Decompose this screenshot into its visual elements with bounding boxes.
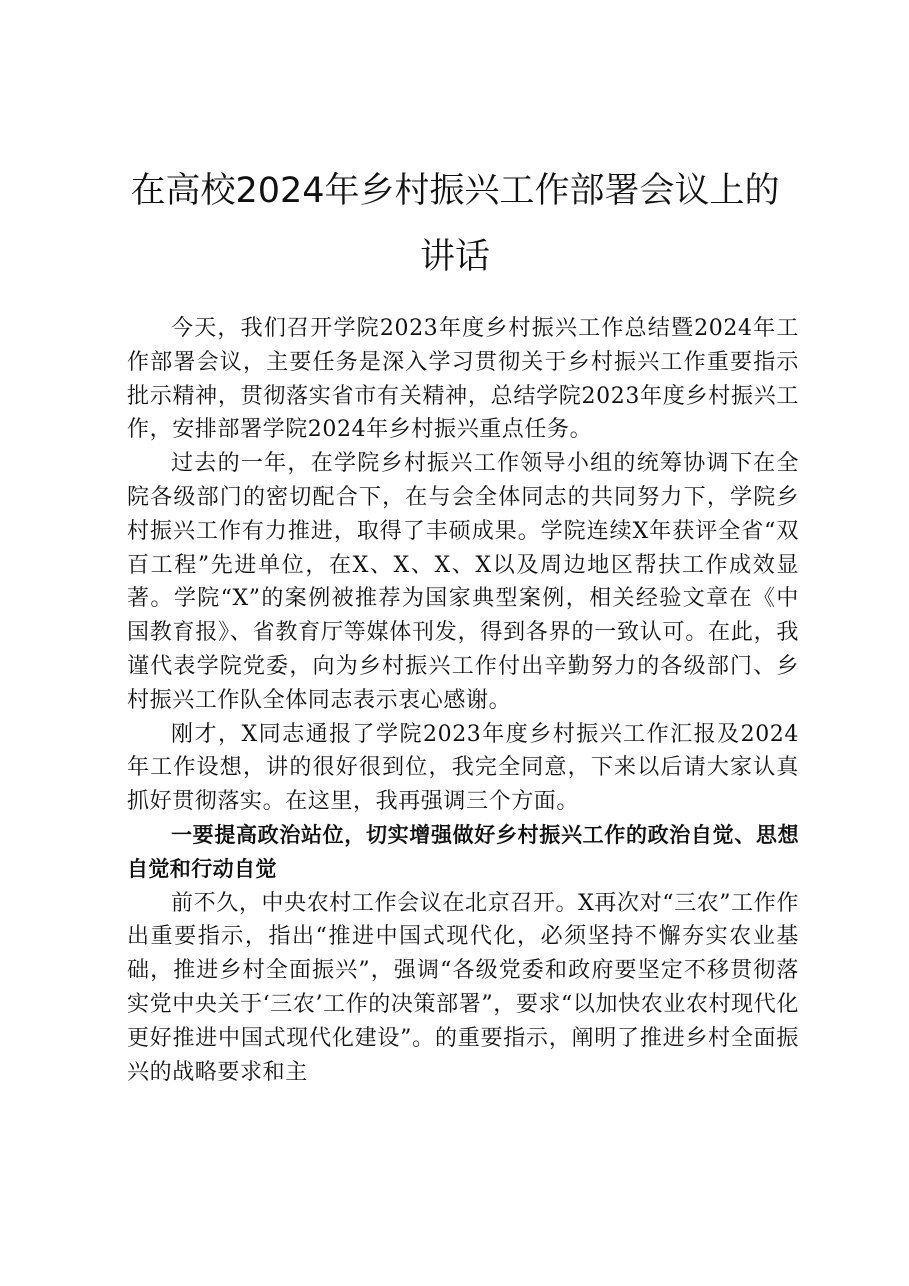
paragraph-opening: 今天，我们召开学院2023年度乡村振兴工作总结暨2024年工作部署会议，主要任务是深入学习贯彻关于乡村振兴工作重要指示批示精神，贯彻落实省市有关精神，总结学院2023年度乡村振兴工作，安排部署学院2024年乡村振兴重点任务。 bbox=[127, 316, 799, 443]
paragraph-central-conference: 前不久，中央农村工作会议在北京召开。X再次对“三农”工作作出重要指示，指出“推进中国式现代化，必须坚持不懈夯实农业基础，推进乡村全面振兴”，强调“各级党委和政府要坚定不移贯彻落实党中央关于‘三农’工作的决策部署”，要求“以加快农业农村现代化更好推进中国式现代化建设”。的重要指示，阐明了推进乡村全面振兴的战略要求和主 bbox=[127, 890, 799, 1085]
document-title: 在高校2024年乡村振兴工作部署会议上的讲话 bbox=[130, 171, 780, 277]
document-body bbox=[127, 312, 799, 1089]
paragraph-transition: 刚才，X同志通报了学院2023年度乡村振兴工作汇报及2024年工作设想，讲的很好很到位，我完全同意，下来以后请大家认真抓好贯彻落实。在这里，我再强调三个方面。 bbox=[127, 721, 799, 815]
paragraph-achievements: 过去的一年，在学院乡村振兴工作领导小组的统筹协调下在全院各级部门的密切配合下，在与会全体同志的共同努力下，学院乡村振兴工作有力推进，取得了丰硕成果。学院连续X年获评全省“双百工程”先进单位，在X、X、X、X以及周边地区帮扶工作成效显著。学院“X”的案例被推荐为国家典型案例，相关经验文章在《中国教育报》、省教育厅等媒体刊发，得到各界的一致认可。在此，我谨代表学院党委，向为乡村振兴工作付出辛勤努力的各级部门、乡村振兴工作队全体同志表示衷心感谢。 bbox=[127, 451, 799, 713]
section-heading-1: 一要提高政治站位，切实增强做好乡村振兴工作的政治自觉、思想自觉和行动自觉 bbox=[127, 822, 799, 881]
